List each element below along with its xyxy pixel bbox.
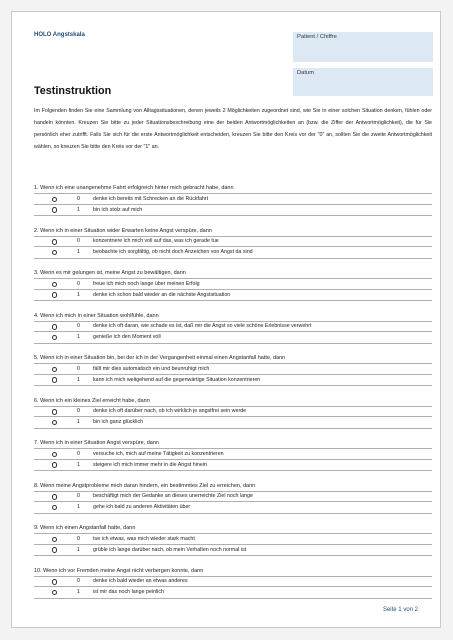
answer-text: tue ich etwas, was mich wieder stark macht xyxy=(93,535,195,542)
page-number: Seite 1 von 2 xyxy=(382,607,418,613)
answer-text: gehe ich bald zu anderen Aktivitäten über xyxy=(93,504,191,511)
answer-option xyxy=(34,290,432,302)
answer-radio-button[interactable] xyxy=(52,377,57,382)
answer-radio-button[interactable] xyxy=(52,335,57,340)
date-label: Datum xyxy=(297,70,315,76)
answer-text: denke ich schon bald wieder an die nächste Angstsituation xyxy=(93,291,231,298)
question-item xyxy=(34,353,432,386)
question-text: 7. Wenn ich in einer Situation Angst verspüre, dann xyxy=(34,440,159,446)
answer-text: denke ich bald wieder an etwas anderes xyxy=(93,578,188,585)
intro-text: Im Folgenden finden Sie eine Sammlung von Alltagssituationen, denen jeweils 2 Möglichkeiten zugeordnet sind, wie Sie in einer solchen Situation denken, fühlen oder handeln könnten. Kreuzen Sie bitte zu jeder Situationsbeschreibung eine der beiden Antwortmöglichkeiten an (bzw. die Ziffer der Antwortmöglichkeit), die für Sie persönlich eher zutrifft. Falls Sie sich für die erste Antwortmöglichkeit entscheiden, kreuzen Sie bitte den Kreis vor der "0" an, sollten Sie die zweite Antwortmöglichkeit wählen, so kreuzen Sie bitte den Kreis vor der "1" an. xyxy=(34,108,432,151)
question-item xyxy=(34,226,432,259)
answer-radio-button[interactable] xyxy=(52,292,57,297)
answer-number: 1 xyxy=(77,504,80,511)
answer-number: 0 xyxy=(77,408,80,415)
answer-text: denke ich bereits mit Schrecken an die Rückfahrt xyxy=(93,195,209,202)
question-text: 6. Wenn ich ein kleines Ziel erreicht habe, dann xyxy=(34,397,150,404)
answer-option xyxy=(34,321,432,333)
question-text: 2. Wenn ich in einer Situation wider Erwarten keine Angst verspüre, dann xyxy=(34,227,212,234)
answer-text: genieße ich den Moment voll xyxy=(93,334,161,341)
answer-number: 1 xyxy=(77,291,80,298)
answer-number: 0 xyxy=(77,195,80,202)
answer-text: versuche ich, mich auf meine Tätigkeit zu konzentrieren xyxy=(93,450,224,457)
answer-option xyxy=(34,533,432,545)
answer-text: steigere ich mich immer mehr in die Angst hinein xyxy=(93,461,207,468)
answer-option xyxy=(34,576,432,588)
answer-radio-button[interactable] xyxy=(52,579,57,584)
answer-radio-button[interactable] xyxy=(52,494,57,499)
answer-radio-button[interactable] xyxy=(52,207,57,212)
answer-option xyxy=(34,448,432,460)
answer-radio-button[interactable] xyxy=(52,409,57,414)
answer-radio-button[interactable] xyxy=(52,250,57,255)
answer-option xyxy=(34,205,432,217)
answer-number: 1 xyxy=(77,334,80,341)
answer-option xyxy=(34,587,432,599)
answer-number: 0 xyxy=(77,535,80,542)
answer-option xyxy=(34,332,432,344)
answer-option xyxy=(34,247,432,259)
page-title: Testinstruktion xyxy=(34,85,112,97)
question-text: 1. Wenn ich eine unangenehme Fahrt erfolgreich hinter mich gebracht habe, dann xyxy=(34,185,234,191)
answer-option xyxy=(34,193,432,205)
answer-number: 0 xyxy=(77,323,80,330)
question-text: 5. Wenn ich in einer Situation bin, bei der ich in der Vergangenheit einmal einen Angstanfall hatte, dann xyxy=(34,355,286,361)
answer-option xyxy=(34,460,432,472)
answer-radio-button[interactable] xyxy=(52,462,57,467)
answer-radio-button[interactable] xyxy=(52,239,57,244)
answer-option xyxy=(34,363,432,375)
question-text: 3. Wenn es mir gelungen ist, meine Angst zu bewältigen, dann xyxy=(34,270,186,276)
answer-option xyxy=(34,545,432,557)
patient-label: Patient / Chiffre xyxy=(297,34,337,40)
answer-option xyxy=(34,406,432,418)
answer-text: fällt mir dies automatisch ein und beunruhigt mich xyxy=(93,365,210,372)
answer-radio-button[interactable] xyxy=(52,367,57,372)
answer-option xyxy=(34,278,432,290)
patient-field[interactable] xyxy=(293,32,433,62)
answer-radio-button[interactable] xyxy=(52,537,57,542)
answer-text: grüble ich lange darüber nach, ob mein Verhalten noch normal ist xyxy=(93,546,247,553)
question-item xyxy=(34,566,432,599)
answer-text: kann ich mich weitgehend auf die gegenwärtige Situation konzentrieren xyxy=(93,376,261,383)
question-item xyxy=(34,183,432,216)
answer-number: 0 xyxy=(77,578,80,585)
answer-text: beobachte ich sorgfältig, ob nicht doch Anzeichen von Angst da sind xyxy=(93,249,253,256)
question-item xyxy=(34,481,432,514)
answer-option xyxy=(34,417,432,429)
answer-text: ist mir das noch lange peinlich xyxy=(93,589,164,596)
answer-text: bin ich ganz glücklich xyxy=(93,419,144,426)
answer-radio-button[interactable] xyxy=(52,197,57,202)
answer-option xyxy=(34,502,432,514)
question-item xyxy=(34,438,432,471)
answer-option xyxy=(34,491,432,503)
answer-text: denke ich oft daran, wie schade es ist, daß mir die Angst so viele schöne Erlebnisse verwehrt xyxy=(93,323,312,330)
answer-text: konzentriere ich mich voll auf das, was ich gerade tue xyxy=(93,238,219,245)
question-text: 10. Wenn ich vor Fremden meine Angst nicht verbergen konnte, dann xyxy=(34,567,204,574)
question-text: 4. Wenn ich mich in einer Situation wohlfühle, dann xyxy=(34,312,159,319)
answer-text: bin ich stolz auf mich xyxy=(93,206,143,213)
answer-number: 0 xyxy=(77,280,80,287)
answer-radio-button[interactable] xyxy=(52,547,57,552)
answer-radio-button[interactable] xyxy=(52,590,57,595)
question-text: 9. Wenn ich einen Angstanfall hatte, dann xyxy=(34,525,136,531)
answer-number: 1 xyxy=(77,589,80,596)
answer-text: beschäftigt mich der Gedanke an dieses unerreichte Ziel noch lange xyxy=(93,493,253,500)
question-item xyxy=(34,311,432,344)
question-text: 8. Wenn meine Angstprobleme mich daran hindern, ein bestimmtes Ziel zu erreichen, dann xyxy=(34,482,256,489)
answer-number: 1 xyxy=(77,249,80,256)
answer-radio-button[interactable] xyxy=(52,505,57,510)
date-field[interactable] xyxy=(293,68,433,96)
answer-number: 0 xyxy=(77,450,80,457)
answer-radio-button[interactable] xyxy=(52,324,57,329)
answer-number: 0 xyxy=(77,238,80,245)
answer-number: 1 xyxy=(77,461,80,468)
answer-number: 0 xyxy=(77,493,80,500)
question-item xyxy=(34,523,432,556)
brand-title: HOLO Angstskala xyxy=(34,32,85,38)
answer-number: 1 xyxy=(77,206,80,213)
answer-radio-button[interactable] xyxy=(52,282,57,287)
answer-option xyxy=(34,375,432,387)
answer-radio-button[interactable] xyxy=(52,452,57,457)
answer-option xyxy=(34,236,432,248)
answer-number: 1 xyxy=(77,419,80,426)
document-page xyxy=(11,11,441,628)
question-list xyxy=(34,183,432,608)
question-item xyxy=(34,396,432,429)
answer-text: freue ich mich noch lange über meinen Erfolg xyxy=(93,280,200,287)
answer-number: 0 xyxy=(77,365,80,372)
answer-number: 1 xyxy=(77,546,80,553)
answer-radio-button[interactable] xyxy=(52,420,57,425)
question-item xyxy=(34,268,432,301)
answer-number: 1 xyxy=(77,376,80,383)
answer-text: denke ich oft darüber nach, ob ich wirklich je angstfrei sein werde xyxy=(93,408,247,415)
